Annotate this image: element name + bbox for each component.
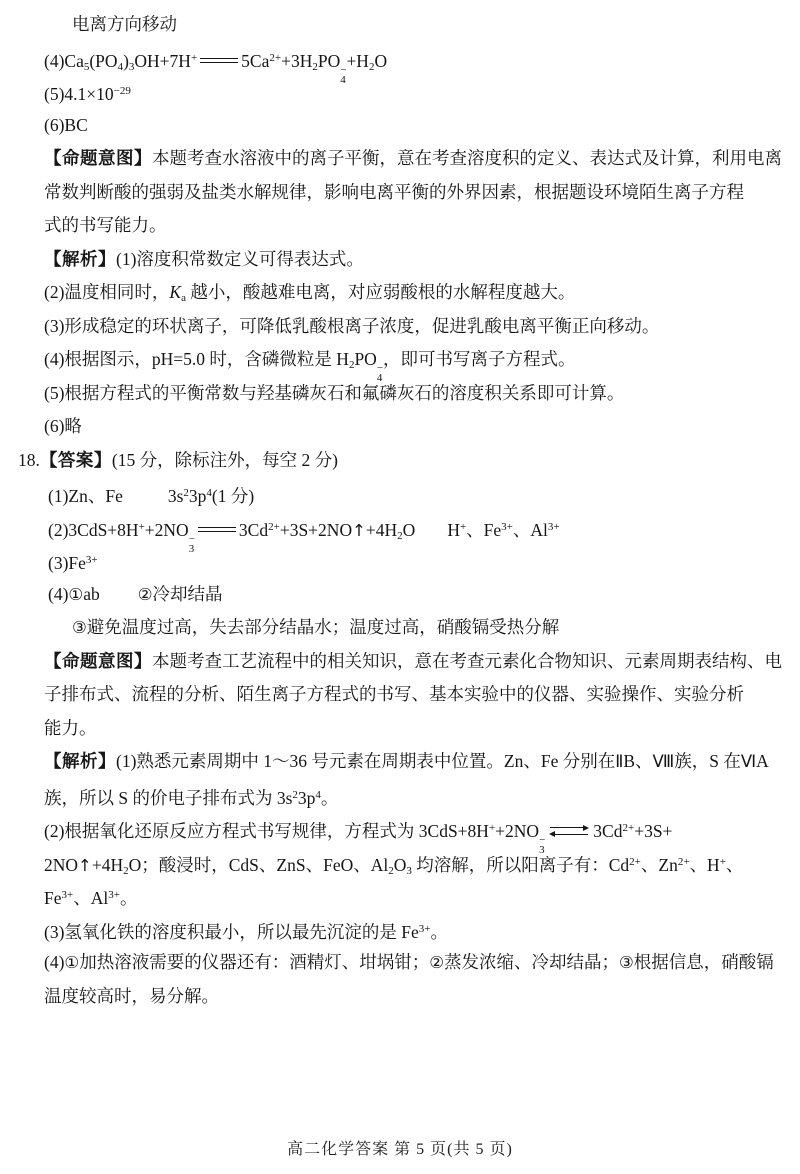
text-segment: PO [317, 50, 341, 71]
text-segment: +H [346, 50, 369, 71]
superscript: 2 [183, 487, 189, 499]
text-segment: H [447, 519, 460, 540]
text-line [44, 645, 800, 679]
subscript: 2 [397, 529, 403, 542]
text-segment: 4 [340, 73, 346, 86]
section-label: 【命题意图】 [44, 148, 152, 168]
text-line [44, 410, 800, 444]
document-body [0, 8, 800, 1013]
superscript: 2+ [629, 855, 641, 868]
superscript: 3+ [61, 889, 74, 901]
subscript: a [181, 292, 186, 304]
text-line [44, 142, 800, 176]
text-line [48, 578, 800, 612]
text-segment: (1)溶度积常数定义可得表达式。 [116, 248, 364, 269]
text-segment: ab [83, 583, 100, 604]
superscript: + [459, 520, 467, 533]
section-label: 【答案】 [39, 449, 112, 470]
text-line [44, 913, 800, 947]
text-segment: 。 [430, 921, 448, 942]
text-segment: 2NO [44, 854, 79, 875]
text-segment: 、Zn [640, 854, 678, 875]
text-segment: 越小，酸越难电离，对应弱酸根的水解程度越大。 [185, 282, 576, 302]
superscript: 4 [206, 487, 212, 499]
text-segment: 子排布式、流程的分析、陌生离子方程式的书写、基本实验中的仪器、实验操作、实验分析 [44, 684, 744, 704]
text-line [44, 812, 800, 856]
superscript: 2+ [269, 51, 282, 64]
text-line [44, 42, 800, 86]
text-segment: 族，所以 S 的价电子排布式为 3s [44, 787, 293, 808]
stacked-charge [189, 534, 195, 554]
equilibrium-arrow-icon [548, 823, 590, 839]
text-segment: (2)温度相同时， [44, 282, 170, 302]
text-segment: (4) [48, 583, 69, 604]
page-footer: 高二化学答案 第 5 页(共 5 页) [287, 1141, 513, 1158]
text-line [44, 109, 800, 143]
text-segment: (5)根据方程式的平衡常数与羟基磷灰石和氟磷灰石的溶度积关系即可计算。 [44, 382, 625, 403]
text-line [44, 745, 800, 779]
symbol-glyph: ③ [72, 618, 87, 637]
text-segment: 加热溶液需要的仪器还有：酒精灯、坩埚钳； [79, 952, 430, 972]
subscript: 2 [348, 359, 355, 371]
symbol-glyph: Ⅷ [652, 752, 675, 771]
section-label: 【解析】 [44, 751, 116, 771]
text-segment: 3p [188, 486, 207, 506]
text-segment: ，即可书写离子方程式。 [383, 349, 576, 369]
text-segment: (6)略 [44, 416, 82, 436]
symbol-glyph: ① [68, 584, 84, 604]
text-segment: 式的书写能力。 [44, 215, 167, 235]
text-segment: 3Cd [238, 519, 269, 540]
text-segment: O [402, 519, 416, 540]
subscript: 2 [368, 60, 375, 73]
subscript: 4 [117, 60, 124, 73]
text-line [44, 75, 800, 109]
text-line [44, 377, 800, 411]
text-segment: (4) [44, 952, 65, 972]
text-segment: 电离方向移动 [72, 14, 177, 34]
superscript: + [138, 520, 145, 533]
text-segment: − [340, 63, 347, 76]
text-line [44, 712, 800, 746]
text-segment: 3Cd [593, 821, 623, 841]
text-segment: (4)Ca [44, 50, 84, 71]
text-segment: (3)氢氧化铁的溶度积最小，所以最先沉淀的是 Fe [44, 921, 419, 942]
text-line [44, 946, 800, 980]
superscript: 2+ [677, 855, 690, 868]
superscript: 3+ [108, 889, 120, 901]
text-segment: OH+7H [134, 50, 191, 71]
equals-sign [200, 58, 238, 63]
text-segment [549, 831, 555, 837]
text-segment: 、Al [512, 519, 548, 540]
text-line [72, 8, 800, 42]
section-label: 【解析】 [44, 248, 116, 269]
text-segment [583, 825, 589, 831]
superscript: 3+ [418, 922, 431, 935]
subscript: 2 [123, 864, 129, 877]
section-label: 【命题意图】 [44, 650, 152, 671]
text-segment: (3)形成稳定的环状离子，可降低乳酸根离子浓度，促进乳酸电离平衡正向移动。 [44, 315, 660, 336]
text-segment: (2)3CdS+8H [48, 519, 139, 540]
text-segment: 、H [689, 854, 720, 875]
text-segment: PO [354, 349, 377, 369]
symbol-glyph: ③ [619, 953, 634, 972]
text-segment: +2NO [495, 821, 540, 841]
text-segment: A [756, 751, 769, 771]
text-segment: 避免温度过高，失去部分结晶水；温度过高，硝酸镉受热分解 [86, 617, 560, 637]
subscript: 5 [83, 60, 90, 73]
text-segment: 3p [297, 787, 316, 808]
text-segment: O [393, 854, 407, 875]
text-line [48, 544, 800, 578]
superscript: + [719, 855, 726, 868]
text-segment: 。 [119, 888, 138, 908]
text-line [44, 276, 800, 310]
text-segment: − [376, 362, 384, 374]
text-segment: 4 [376, 372, 383, 384]
symbol-glyph: ② [137, 584, 153, 604]
text-segment: +4H [365, 519, 398, 540]
superscript: 4 [315, 788, 321, 801]
superscript: 2+ [622, 822, 635, 834]
text-segment: 能力。 [44, 717, 97, 738]
superscript: −29 [113, 85, 131, 97]
text-segment: (15 分，除标注外，每空 2 分) [111, 449, 338, 470]
text-segment: B、 [623, 751, 653, 771]
symbol-glyph: ① [64, 953, 80, 972]
text-segment: 3 [188, 542, 195, 555]
text-line [44, 209, 800, 243]
text-segment: (1 分) [211, 486, 255, 506]
superscript: + [190, 51, 198, 64]
text-segment: +4H [91, 854, 124, 875]
text-segment: − [188, 532, 195, 545]
text-segment: 3s [167, 486, 184, 506]
text-segment: 根据信息，硝酸镉 [633, 952, 774, 972]
text-line [72, 611, 800, 645]
text-segment: (5)4.1×10 [44, 84, 114, 104]
text-segment: 冷却结晶 [152, 583, 223, 604]
text-segment: 。 [320, 787, 339, 808]
text-line [44, 243, 800, 277]
text-segment: 、Fe [466, 519, 502, 540]
subscript: 3 [406, 864, 412, 877]
symbol-glyph: ↑ [78, 855, 92, 875]
text-segment: 18. [18, 449, 40, 470]
subscript: 2 [312, 60, 318, 73]
text-segment: 本题考查工艺流程中的相关知识，意在考查元素化合物知识、元素周期表结构、电 [152, 650, 782, 671]
text-line [44, 310, 800, 344]
equals-sign [198, 527, 236, 532]
text-segment: 常数判断酸的强弱及盐类水解规律，影响电离平衡的外界因素，根据题设环境陌生离子方程 [44, 181, 744, 202]
text-segment: (2)根据氧化还原反应方程式书写规律，方程式为 3CdS+8H [44, 821, 489, 841]
superscript: 3+ [501, 520, 513, 533]
superscript: 3+ [547, 520, 560, 533]
text-segment: 均溶解，所以阳离子有：Cd [411, 854, 630, 875]
text-segment: (6)BC [44, 114, 88, 135]
text-line [48, 477, 800, 511]
text-line [44, 176, 800, 210]
superscript: 3+ [85, 554, 98, 566]
text-segment: 3 [539, 844, 545, 856]
text-segment: +3S+2NO [279, 519, 353, 540]
text-segment: (PO [89, 50, 118, 71]
text-segment: (1)Zn、Fe [48, 486, 123, 506]
superscript: 2+ [268, 520, 280, 533]
superscript: + [488, 822, 496, 834]
text-segment: +3H [281, 50, 313, 71]
text-segment: (4)根据图示，pH=5.0 时，含磷微粒是 H [44, 349, 349, 369]
text-line [44, 343, 800, 384]
text-segment: 蒸发浓缩、冷却结晶； [444, 952, 619, 972]
text-segment: Fe [44, 888, 62, 908]
text-segment: 5Ca [241, 50, 270, 71]
symbol-glyph: Ⅱ [615, 752, 624, 771]
text-segment: 、 [725, 854, 744, 875]
text-segment: +3S+ [634, 821, 673, 841]
symbol-glyph: ↑ [352, 520, 366, 540]
text-segment: +2NO [144, 519, 189, 540]
text-segment: O；酸浸时，CdS、ZnS、FeO、Al [128, 854, 389, 875]
text-line [44, 779, 800, 813]
superscript: 2 [292, 788, 298, 801]
text-line [48, 511, 800, 555]
text-segment: (1)熟悉元素周期中 1～36 号元素在周期表中位置。Zn、Fe 分别在 [116, 751, 616, 771]
text-segment: (3)Fe [48, 553, 86, 573]
text-segment: ) [123, 50, 129, 71]
text-segment: 、Al [73, 888, 109, 908]
text-segment: 温度较高时，易分解。 [44, 985, 219, 1006]
text-line [44, 980, 800, 1014]
text-line [44, 879, 800, 913]
symbol-glyph: ② [429, 953, 444, 972]
text-segment: − [539, 834, 546, 846]
text-segment: 本题考查水溶液中的离子平衡，意在考查溶度积的定义、表达式及计算，利用电离 [152, 148, 782, 168]
text-segment: K [169, 282, 182, 302]
subscript: 3 [128, 60, 135, 73]
text-line [44, 846, 800, 880]
text-segment: 族，S 在 [674, 751, 741, 771]
symbol-glyph: Ⅵ [740, 752, 757, 771]
subscript: 2 [388, 864, 394, 877]
text-line [44, 678, 800, 712]
text-segment: O [374, 50, 388, 71]
text-line [18, 444, 800, 478]
